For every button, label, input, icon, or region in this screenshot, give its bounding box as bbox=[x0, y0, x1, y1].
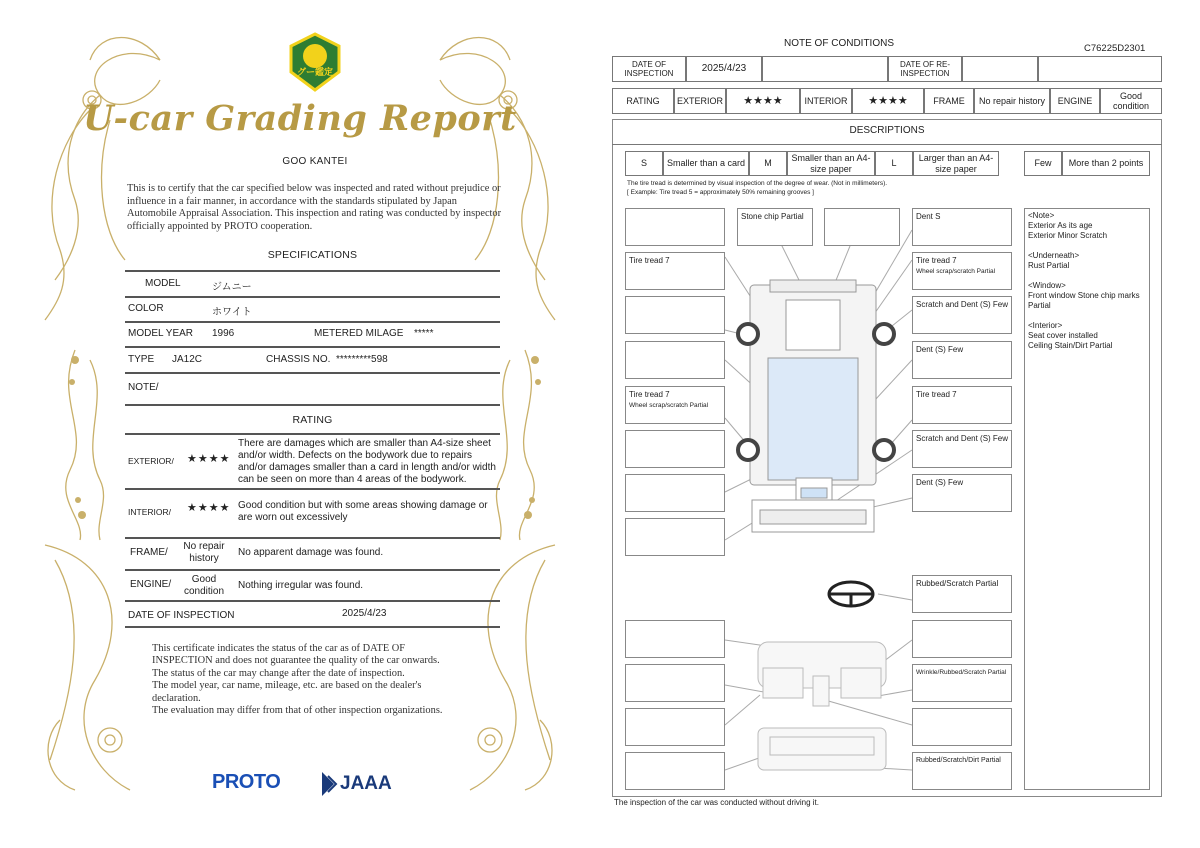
footer-line: The status of the car may change after the date of inspection. bbox=[152, 667, 405, 679]
interior-stars: ★★★★ bbox=[187, 502, 231, 514]
interior-box-right-3 bbox=[912, 708, 1012, 746]
condition-box-left-8 bbox=[625, 518, 725, 556]
condition-box-right-1 bbox=[912, 208, 1012, 246]
divider bbox=[125, 404, 500, 406]
metered-milage-value: ***** bbox=[414, 328, 434, 339]
descriptions-heading: DESCRIPTIONS bbox=[612, 119, 1162, 145]
note-of-conditions-page bbox=[600, 0, 1200, 848]
note-spacer bbox=[1028, 311, 1148, 321]
interior-description: Good condition but with some areas showing damage or are worn out excessively bbox=[238, 500, 488, 523]
legend-m-desc: Smaller than an A4-size paper bbox=[787, 151, 875, 176]
condition-label: Stone chip Partial bbox=[741, 212, 804, 221]
type-label: TYPE bbox=[128, 354, 155, 365]
exterior-stars: ★★★★ bbox=[187, 453, 231, 465]
interior-label: INTERIOR/ bbox=[128, 507, 171, 517]
chassis-label: CHASSIS NO. bbox=[266, 354, 331, 365]
note-line: <Window> bbox=[1028, 281, 1066, 290]
engine-label: ENGINE/ bbox=[130, 579, 172, 590]
inspection-footer: The inspection of the car was conducted without driving it. bbox=[614, 798, 819, 807]
report-code: C76225D2301 bbox=[1084, 43, 1146, 54]
model-year-label: MODEL YEAR bbox=[128, 328, 194, 339]
frame-label: FRAME bbox=[924, 88, 974, 114]
legend-few: Few bbox=[1024, 151, 1062, 176]
condition-box-left-3 bbox=[625, 296, 725, 334]
frame-description: No apparent damage was found. bbox=[238, 547, 384, 558]
rating-label: RATING bbox=[612, 88, 674, 114]
interior-stars: ★★★★ bbox=[852, 88, 924, 114]
condition-label: Scratch and Dent (S) Few bbox=[916, 434, 1009, 443]
color-label: COLOR bbox=[128, 303, 164, 314]
footer-line: The model year, car name, mileage, etc. are based on the dealer's bbox=[152, 680, 422, 692]
condition-box-right-7 bbox=[912, 474, 1012, 512]
model-label: MODEL bbox=[145, 278, 181, 289]
exterior-description: There are damages which are smaller than A4-size sheet and/or width. Defects on the bodywork due to repairs and/or damages smaller than a card in length and/or width can be seen on more than 4 areas of the bodywork. bbox=[238, 438, 496, 485]
condition-box-left-1 bbox=[625, 208, 725, 246]
note-line: Exterior As its age bbox=[1028, 221, 1093, 230]
date-of-inspection-value: 2025/4/23 bbox=[686, 56, 762, 82]
emblem-text: グー鑑定 bbox=[297, 67, 334, 77]
engine-value: Good condition bbox=[1100, 88, 1162, 114]
divider bbox=[125, 569, 500, 571]
condition-label: Rubbed/Scratch/Dirt Partial bbox=[916, 757, 1001, 764]
note-spacer bbox=[1028, 241, 1148, 251]
proto-logo bbox=[212, 771, 280, 794]
exterior-label: EXTERIOR/ bbox=[128, 456, 174, 466]
condition-box-left-6 bbox=[625, 430, 725, 468]
divider bbox=[125, 600, 500, 602]
specifications-heading: SPECIFICATIONS bbox=[267, 249, 358, 261]
footer-line: INSPECTION and does not guarantee the quality of the car onwards. bbox=[152, 655, 440, 667]
note-line: Front window Stone chip marks Partial bbox=[1028, 291, 1140, 310]
engine-value: Good condition bbox=[183, 574, 225, 597]
legend-few-desc: More than 2 points bbox=[1062, 151, 1150, 176]
condition-label: Wrinkle/Rubbed/Scratch Partial bbox=[916, 669, 1007, 676]
interior-box-right-1 bbox=[912, 620, 1012, 658]
interior-label: INTERIOR bbox=[800, 88, 852, 114]
notes-list bbox=[1028, 211, 1148, 351]
condition-label: Dent (S) Few bbox=[916, 478, 964, 487]
condition-box-left-5 bbox=[625, 386, 725, 424]
divider bbox=[125, 537, 500, 539]
exterior-stars: ★★★★ bbox=[726, 88, 800, 114]
divider bbox=[125, 321, 500, 323]
rating-heading: RATING bbox=[292, 414, 333, 426]
tire-note: The tire tread is determined by visual inspection of the degree of wear. (Not in millimeters). bbox=[627, 180, 888, 187]
condition-box-right-4 bbox=[912, 341, 1012, 379]
metered-milage-label: METERED MILAGE bbox=[314, 328, 404, 339]
interior-box-right-4 bbox=[912, 752, 1012, 790]
frame-label: FRAME/ bbox=[130, 547, 168, 558]
report-title: U-car Grading Report bbox=[83, 98, 517, 139]
condition-label: Scratch and Dent (S) Few bbox=[916, 300, 1009, 309]
frame-value: No repair history bbox=[974, 88, 1050, 114]
frame-value: No repair history bbox=[183, 541, 225, 564]
condition-label: Dent (S) Few bbox=[916, 345, 964, 354]
condition-box-right-2 bbox=[912, 252, 1012, 290]
interior-box-left-2 bbox=[625, 664, 725, 702]
jaaa-mark-icon bbox=[318, 770, 338, 798]
exterior-label: EXTERIOR bbox=[674, 88, 726, 114]
condition-label: Rubbed/Scratch Partial bbox=[916, 579, 999, 588]
footer-line: declaration. bbox=[152, 692, 201, 704]
condition-box-right-5 bbox=[912, 386, 1012, 424]
condition-sublabel: Wheel scrap/scratch Partial bbox=[916, 268, 996, 275]
legend-s-desc: Smaller than a card bbox=[663, 151, 749, 176]
divider bbox=[125, 296, 500, 298]
legend-l-desc: Larger than an A4-size paper bbox=[913, 151, 999, 176]
goo-kantei-emblem bbox=[287, 32, 343, 92]
divider bbox=[125, 372, 500, 374]
steering-wheel-icon bbox=[829, 582, 873, 606]
condition-box-steering bbox=[912, 575, 1012, 613]
footer-line: The evaluation may differ from that of other inspection organizations. bbox=[152, 705, 443, 717]
report-subtitle: GOO KANTEI bbox=[282, 156, 348, 167]
divider bbox=[125, 433, 500, 435]
model-year-value: 1996 bbox=[212, 328, 235, 339]
jaaa-logo-text: JAAA bbox=[340, 773, 392, 794]
divider bbox=[125, 270, 500, 272]
condition-box-left-4 bbox=[625, 341, 725, 379]
date-of-inspection-label: DATE OF INSPECTION bbox=[612, 56, 686, 82]
condition-label: Tire tread 7 bbox=[916, 390, 957, 399]
interior-box-left-3 bbox=[625, 708, 725, 746]
condition-label: Dent S bbox=[916, 212, 941, 221]
condition-box-left-2 bbox=[625, 252, 725, 290]
interior-box-right-2 bbox=[912, 664, 1012, 702]
note-line: Seat cover installed bbox=[1028, 331, 1098, 340]
condition-label: Tire tread 7 bbox=[629, 390, 670, 399]
divider bbox=[125, 346, 500, 348]
date-of-inspection-label: DATE OF INSPECTION bbox=[128, 610, 235, 621]
jaaa-logo bbox=[318, 770, 398, 798]
note-line: Exterior Minor Scratch bbox=[1028, 231, 1108, 240]
interior-box-left-1 bbox=[625, 620, 725, 658]
legend-m: M bbox=[749, 151, 787, 176]
condition-box-left-7 bbox=[625, 474, 725, 512]
color-value: ホワイト bbox=[212, 307, 252, 318]
proto-logo-text: PROTO bbox=[212, 771, 281, 793]
conditions-title: NOTE OF CONDITIONS bbox=[784, 38, 894, 49]
certificate-footer bbox=[152, 643, 482, 717]
date-of-inspection-value: 2025/4/23 bbox=[342, 608, 387, 619]
note-spacer bbox=[1028, 271, 1148, 281]
condition-label: Tire tread 7 bbox=[916, 256, 957, 265]
chassis-value: *********598 bbox=[336, 354, 388, 365]
tire-note-example: [ Example: Tire tread 5 = approximately 50% remaining grooves ] bbox=[627, 189, 814, 196]
note-line: <Underneath> bbox=[1028, 251, 1080, 260]
note-label: NOTE/ bbox=[128, 382, 159, 393]
condition-box-right-3 bbox=[912, 296, 1012, 334]
condition-box-top-2 bbox=[824, 208, 900, 246]
reinspection-label: DATE OF RE-INSPECTION bbox=[888, 56, 962, 82]
legend-s: S bbox=[625, 151, 663, 176]
note-line: Ceiling Stain/Dirt Partial bbox=[1028, 341, 1113, 350]
interior-box-left-4 bbox=[625, 752, 725, 790]
note-line: Rust Partial bbox=[1028, 261, 1070, 270]
note-line: <Note> bbox=[1028, 211, 1055, 220]
footer-line: This certificate indicates the status of the car as of DATE OF bbox=[152, 643, 406, 654]
engine-label: ENGINE bbox=[1050, 88, 1100, 114]
certification-text: This is to certify that the car specified below was inspected and rated without prejudice or influence in a fair manner, in accordance with the standards stipulated by Japan Automobile Appraisal Association. This inspection and rating was conducted by inspector officially appointed by PROTO cooperation. bbox=[127, 183, 502, 232]
divider bbox=[125, 626, 500, 628]
condition-box-right-6 bbox=[912, 430, 1012, 468]
condition-label: Tire tread 7 bbox=[629, 256, 670, 265]
divider bbox=[125, 488, 500, 490]
engine-description: Nothing irregular was found. bbox=[238, 580, 364, 591]
model-value: ジムニー bbox=[212, 282, 252, 293]
condition-sublabel: Wheel scrap/scratch Partial bbox=[629, 402, 709, 409]
legend-l: L bbox=[875, 151, 913, 176]
note-line: <Interior> bbox=[1028, 321, 1063, 330]
type-value: JA12C bbox=[172, 354, 203, 365]
condition-box-top-1 bbox=[737, 208, 813, 246]
